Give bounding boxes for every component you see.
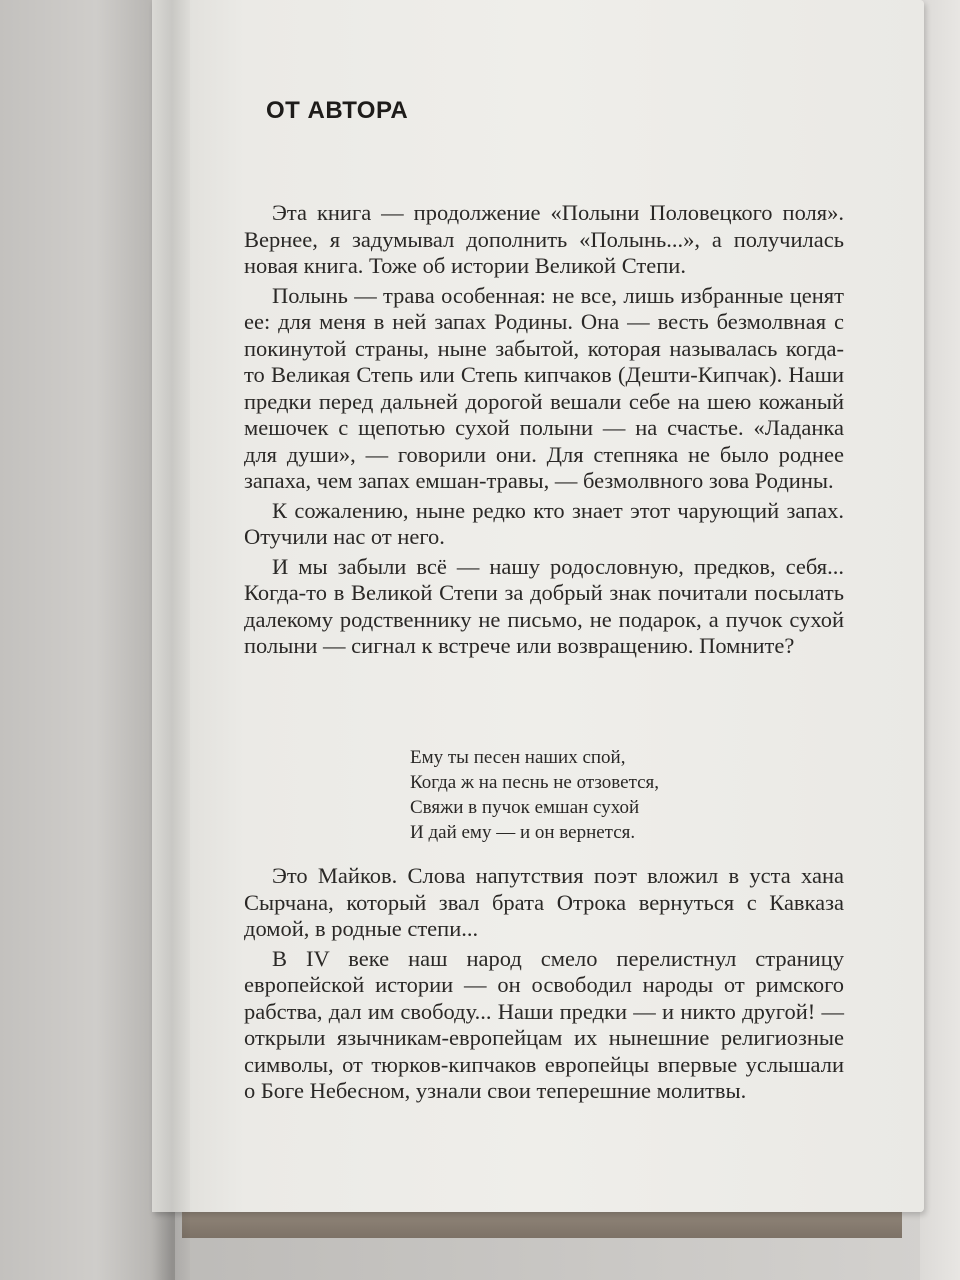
book-gutter-shadow	[150, 0, 190, 1280]
paragraph: К сожалению, ныне редко кто знает этот чарующий запах. Отучили нас от него.	[244, 497, 844, 549]
poem-quote	[410, 745, 659, 845]
poem-line: И дай ему — и он вернется.	[410, 822, 636, 843]
poem-line: Когда ж на песнь не отзовется,	[410, 772, 660, 793]
paragraph: Полынь — трава особенная: не все, лишь избранные ценят ее: для меня в ней запах Родины. Она — весть безмолвная с покинутой страны, ныне забытой, которая называлась когда-то Великая Степь или Степь кипчаков (Дешти-Кипчак). Наши предки перед дальней дорогой вешали себе на шею кожаный мешочек с щепотью сухой полыни — на счастье. «Ладанка для души», — говорили они. Для степняка не было роднее запаха, чем запах емшан-травы, — безмолвного зова Родины.	[244, 282, 844, 493]
body-text-bottom	[244, 863, 844, 1108]
poem-line: Свяжи в пучок емшан сухой	[410, 797, 640, 818]
chapter-title: ОТ АВТОРА	[266, 97, 409, 124]
left-book-page	[0, 0, 175, 1280]
body-text-top	[244, 200, 844, 663]
paragraph: Это Майков. Слова напутствия поэт вложил в уста хана Сырчана, который звал брата Отрока вернуться с Кавказа домой, в родные степи...	[244, 863, 844, 941]
paragraph: Эта книга — продолжение «Полыни Половецкого поля». Вернее, я задумывал дополнить «Полынь...», а получилась новая книга. Тоже об истории Великой Степи.	[244, 200, 844, 278]
paragraph: В IV веке наш народ смело перелистнул страницу европейской истории — он освободил народы от римского рабства, дал им свободу... Наши предки — и никто другой! — открыли язычникам-европейцам их нынешние религиозные символы, от тюрков-кипчаков европейцы впервые услышали о Боге Небесном, узнали свои теперешние молитвы.	[244, 945, 844, 1103]
paragraph: И мы забыли всё — нашу родословную, предков, себя... Когда-то в Великой Степи за добрый знак почитали посылать далекому родственнику не письмо, не подарок, а пучок сухой полыни — сигнал к встрече или возвращению. Помните?	[244, 553, 844, 658]
background-surface	[920, 0, 960, 1280]
poem-line: Ему ты песен наших спой,	[410, 747, 626, 768]
